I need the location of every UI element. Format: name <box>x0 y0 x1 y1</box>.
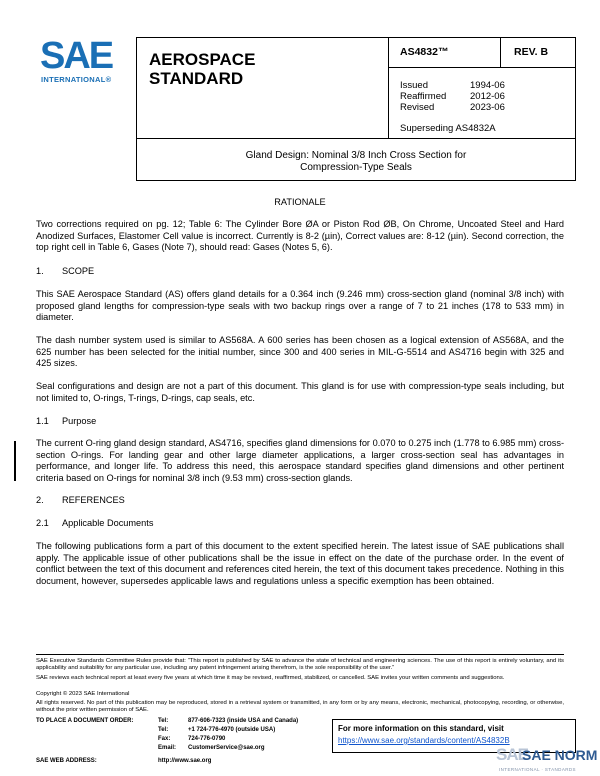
purpose-paragraph: The current O-ring gland design standard, AS4716, specifies gland dimensions for 0.070 to 0.275 inch (1.778 to 6.985 mm) cross-section O-rings. For landing gear and other large diameter applications, a larger cross-section seal has advantages in performance, and longer life. To address this need, this aerospace standard specifies gland dimensions and other pertinent criteria based on O-rings for nominal 3/8 inch (9.53 mm) cross-section glands. <box>36 438 564 483</box>
scope-paragraph-1: This SAE Aerospace Standard (AS) offers gland details for a 0.364 inch (9.246 mm) cross-section gland (nominal 3/8 inch) with proposed gland lengths for compression-type seals with two backup rings over a range of 7 to 21 inches (178 to 533 mm) in diameter. <box>36 289 564 323</box>
document-number-box <box>388 37 500 68</box>
contact-fax: 724-776-0790 <box>188 736 226 742</box>
order-label: TO PLACE A DOCUMENT ORDER: <box>36 718 134 724</box>
contact-phone-usa: 877-606-7323 (inside USA and Canada) <box>188 718 299 724</box>
scope-paragraph-2: The dash number system used is similar to AS568A. A 600 series has been chosen as a logical extension of AS568A, and the 625 number has been selected for the initial number, since 300 and 400 series in MIL-G-5514 and AS4716 begin with 325 and 425 sizes. <box>36 335 564 369</box>
contact-email[interactable]: CustomerService@sae.org <box>188 745 265 751</box>
scope-paragraph-3: Seal configurations and design are not a part of this document. This gland is for use with compression-type seals including, but not limited to, O-rings, T-rings, D-rings, cap seals, etc. <box>36 381 564 403</box>
more-info-heading: For more information on this standard, visit <box>338 724 504 733</box>
applicable-documents-paragraph: The following publications form a part of this document to the extent specified herein. The latest issue of SAE publications shall apply. The applicable issue of other publications shall be the issue in effect on the date of the purchase order. In the event of conflict between the text of this document and references cited herein, the text of this document takes precedence. Nothing in this document, however, supersedes applicable laws and regulations unless a specific exemption has been obtained. <box>36 541 564 586</box>
contact-key: Tel: <box>158 727 169 733</box>
footer-rights: All rights reserved. No part of this publication may be reproduced, stored in a retrieval system or transmitted, in any form or by any means, electronic, mechanical, photocopying, recording, or otherwise, without the prior written permission of SAE. <box>36 700 564 713</box>
document-number: AS4832™ <box>400 46 449 58</box>
sae-logo <box>40 36 122 86</box>
contact-key: Fax: <box>158 736 171 742</box>
rationale-heading: RATIONALE <box>274 197 326 207</box>
contact-key: Tel: <box>158 718 169 724</box>
date-issued: Issued 1994-06 <box>400 80 505 91</box>
logo-subtitle: INTERNATIONAL® <box>41 75 112 84</box>
footer-divider <box>36 654 564 655</box>
document-type: AEROSPACE STANDARD <box>149 50 256 88</box>
change-bar <box>14 441 16 481</box>
date-reaffirmed: Reaffirmed 2012-06 <box>400 91 505 102</box>
footer-rules: SAE Executive Standards Committee Rules provide that: “This report is published by SAE to advance the state of technical and engineering sciences. The use of this report is entirely voluntary, and its applicability and suitability for any particular use, including any patent infringement arising therefrom, is the sole responsibility of the user.” <box>36 658 564 671</box>
section-1-1-heading: 1.1 Purpose <box>36 416 97 426</box>
revision: REV. B <box>514 46 549 58</box>
document-type-box <box>136 37 388 139</box>
web-link[interactable]: http://www.sae.org <box>158 758 212 764</box>
document-title-box <box>136 138 576 181</box>
web-address: SAE WEB ADDRESS: http://www.sae.org <box>36 758 212 764</box>
superseding: Superseding AS4832A <box>400 123 496 134</box>
contact-phone-intl: +1 724-776-4970 (outside USA) <box>188 727 276 733</box>
footer-review: SAE reviews each technical report at least every five years at which time it may be revised, reaffirmed, stabilized, or cancelled. SAE invites your written comments and suggestions. <box>36 675 505 681</box>
standard-link[interactable]: https://www.sae.org/standards/content/AS4832B <box>338 736 510 745</box>
dates-box <box>388 67 576 139</box>
contact-key: Email: <box>158 745 177 751</box>
sae-norm-watermark: SAE SAE NORM INTERNATIONAL · STANDARDS <box>496 745 598 772</box>
section-1-heading: 1. SCOPE <box>36 266 95 276</box>
document-title: Gland Design: Nominal 3/8 Inch Cross Section for Compression-Type Seals <box>245 150 467 173</box>
section-2-1-heading: 2.1 Applicable Documents <box>36 518 154 528</box>
revision-box <box>500 37 576 68</box>
footer-copyright: Copyright © 2023 SAE International <box>36 691 130 697</box>
date-revised: Revised 2023-06 <box>400 102 505 113</box>
rationale-text: Two corrections required on pg. 12; Table 6: The Cylinder Bore ØA or Piston Rod ØB, On Chrome, Uncoated Steel and Hard Anodized Surfaces, Elastomer Cell value is incorrect. Currently is 8-2 (µin), Correct values are: 8-12 (µin). Second correction, the top right cell in Table 6, Gases (Note 7), should read: Gases (Notes 5, 6). <box>36 219 564 253</box>
logo-letters: SAE <box>40 35 113 77</box>
section-2-heading: 2. REFERENCES <box>36 495 125 505</box>
